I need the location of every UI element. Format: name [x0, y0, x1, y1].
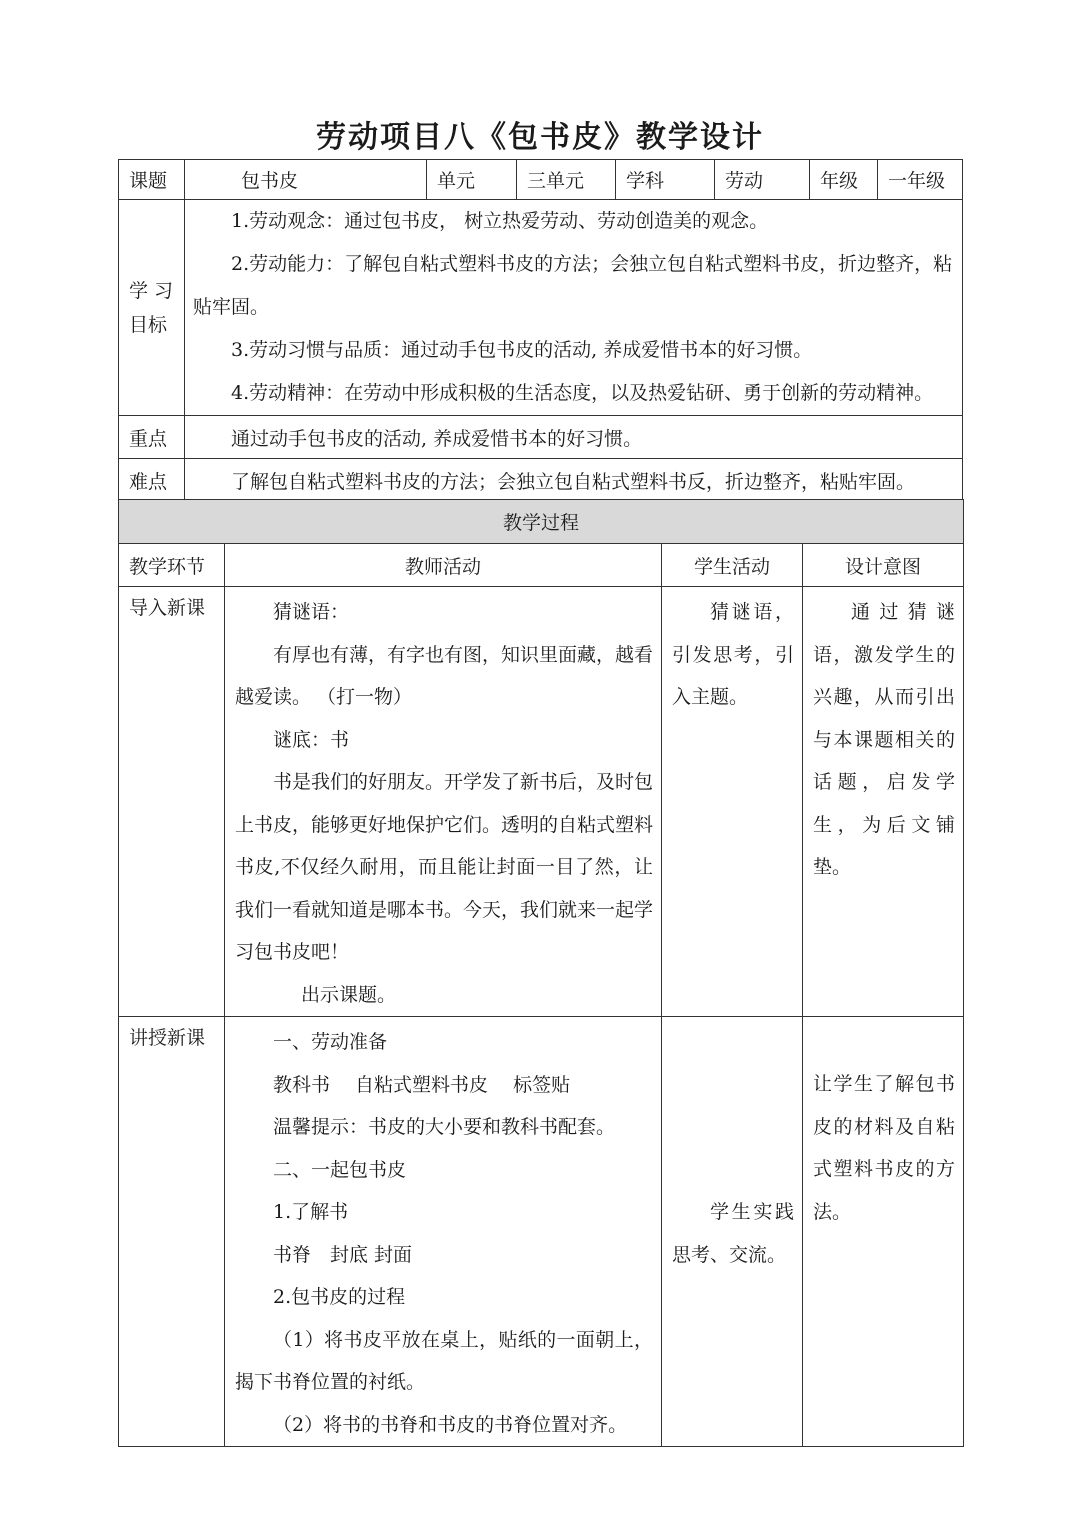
unit-value: 三单元: [517, 160, 616, 200]
intro-stage-label: 导入新课: [129, 597, 206, 619]
course-value: 包书皮: [185, 160, 427, 200]
intro-intent: [803, 587, 964, 1017]
design-intent: 通过猜谜语，激发学生的兴趣，从而引出与本课题相关的话题，启发学生，为后文铺垫。: [813, 601, 956, 878]
subject-value: 劳动: [715, 160, 810, 200]
intro-student: [662, 587, 803, 1017]
page-title: 劳动项目八《包书皮》教学设计: [316, 120, 764, 155]
teacher-line: 二、一起包书皮: [273, 1158, 407, 1181]
teach-stage-label: 讲授新课: [129, 1027, 206, 1049]
lesson-info-table: [118, 159, 963, 502]
teacher-line: 温馨提示：书皮的大小要和教科书配套。: [273, 1116, 616, 1138]
teacher-line: 书脊 封底 封面: [273, 1243, 413, 1266]
goal-item: 3.劳动习惯与品质：通过动手包书皮的活动, 养成爱惜书本的好习惯。: [231, 339, 813, 361]
goals-label: [119, 200, 185, 416]
goal-item: 4.劳动精神：在劳动中形成积极的生活态度，以及热爱钻研、勇于创新的劳动精神。: [231, 382, 934, 404]
difficulty-label: 难点: [119, 459, 185, 502]
col-student: 学生活动: [662, 544, 803, 587]
teacher-line: 1.了解书: [273, 1201, 349, 1223]
goals-label-line1: 学 习: [129, 279, 174, 302]
teacher-line: 教科书 自粘式塑料书皮 标签贴: [273, 1073, 571, 1096]
key-point-label: 重点: [119, 416, 185, 459]
difficulty-text: 了解包自粘式塑料书皮的方法；会独立包自粘式塑料书反，折边整齐，粘贴牢固。: [185, 459, 963, 502]
teach-student: [662, 1017, 803, 1447]
col-intent: 设计意图: [803, 544, 964, 587]
subject-label: 学科: [616, 160, 715, 200]
intro-teacher: [225, 587, 662, 1017]
design-intent: 让学生了解包书皮的材料及自粘式塑料书皮的方法。: [813, 1073, 956, 1223]
teach-intent: [803, 1017, 964, 1447]
process-header: 教学过程: [119, 500, 964, 544]
col-teacher: 教师活动: [225, 544, 662, 587]
teach-teacher: [225, 1017, 662, 1447]
teach-stage: [119, 1017, 225, 1447]
intro-stage: [119, 587, 225, 1017]
student-activity: 学生实践思考、交流。: [672, 1201, 794, 1266]
goal-item: 1.劳动观念：通过包书皮， 树立热爱劳动、劳动创造美的观念。: [231, 210, 769, 232]
grade-label: 年级: [810, 160, 878, 200]
teaching-process-table: [118, 499, 964, 1447]
teacher-line: 一、劳动准备: [273, 1031, 388, 1053]
goals-content: [185, 200, 963, 416]
col-stage: 教学环节: [119, 544, 225, 587]
teacher-line: 出示课题。: [301, 983, 397, 1006]
key-point-text: 通过动手包书皮的活动, 养成爱惜书本的好习惯。: [185, 416, 963, 459]
teacher-line: 有厚也有薄，有字也有图，知识里面藏，越看越爱读。 （打一物）: [235, 643, 654, 708]
teacher-line: （2）将书的书脊和书皮的书脊位置对齐。: [273, 1413, 628, 1436]
teacher-line: 猜谜语：: [273, 601, 350, 623]
grade-value: 一年级: [878, 160, 963, 200]
teacher-line: 谜底：书: [273, 728, 350, 751]
course-label: 课题: [119, 160, 185, 200]
teacher-line: 2.包书皮的过程: [273, 1286, 406, 1308]
student-activity: 猜谜语，引发思考，引入主题。: [672, 601, 794, 708]
teacher-line: （1）将书皮平放在桌上，贴纸的一面朝上，揭下书脊位置的衬纸。: [235, 1328, 653, 1393]
goals-label-line2: 目标: [129, 313, 168, 336]
goal-item: 2.劳动能力：了解包自粘式塑料书皮的方法；会独立包自粘式塑料书皮，折边整齐，粘贴牢固。: [193, 253, 953, 318]
teacher-line: 书是我们的好朋友。开学发了新书后，及时包上书皮，能够更好地保护它们。透明的自粘式塑料书皮,不仅经久耐用，而且能让封面一目了然，让我们一看就知道是哪本书。今天，我们就来一起学习包书皮吧！: [235, 771, 654, 963]
unit-label: 单元: [427, 160, 517, 200]
